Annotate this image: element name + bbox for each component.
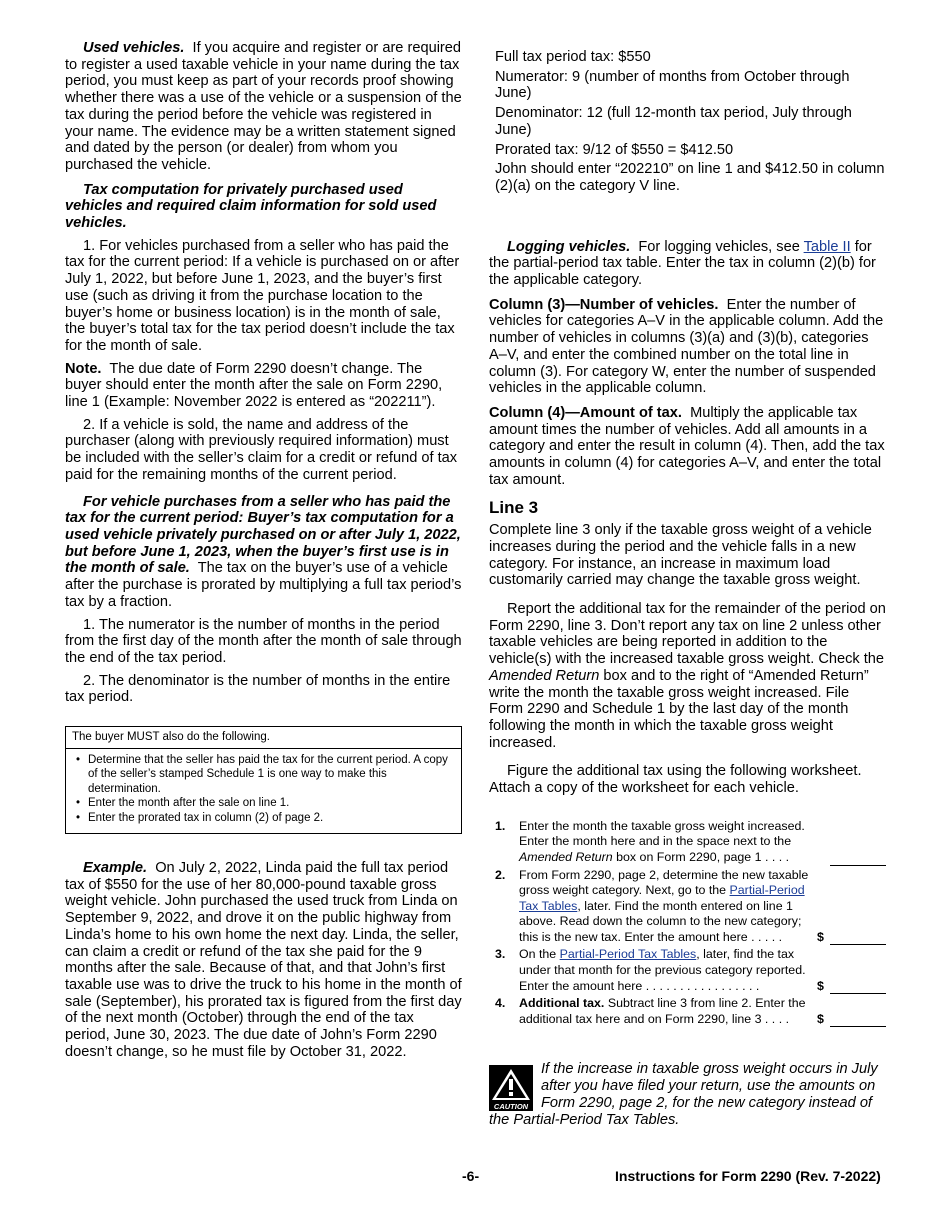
line3-heading: Line 3 <box>489 498 539 518</box>
worksheet-line-number: 3. <box>495 947 506 962</box>
buyer-requirements-box <box>65 726 462 834</box>
column3-heading: Column (3)—Number of vehicles. <box>489 296 719 313</box>
table-ii-link[interactable]: Table II <box>803 238 851 255</box>
worksheet-entry-line[interactable] <box>830 976 886 994</box>
bullet-icon: • <box>76 753 81 766</box>
worksheet-row-3 <box>489 947 886 994</box>
calc-line: John should enter “202210” on line 1 and $412.50 in column (2)(a) on the category V line. <box>495 161 885 194</box>
worksheet-entry-line[interactable] <box>830 848 886 866</box>
right-column <box>489 49 886 1128</box>
line3-paragraph-1: Complete line 3 only if the taxable gross weight of a vehicle increases during the period and the vehicle falls in a new category. For instance, an increase in maximum load customarily carried may change the taxable gross weight. <box>489 522 872 589</box>
amended-return-italic: Amended Return <box>489 667 600 684</box>
leader-dots: . . . . . . . . . . . . . . . . . <box>645 978 760 993</box>
line3-paragraph-3: Figure the additional tax using the following worksheet. Attach a copy of the worksheet for each vehicle. <box>489 763 862 797</box>
worksheet-row-4 <box>489 996 886 1027</box>
caution-note <box>489 1061 886 1128</box>
worksheet-amount-2 <box>809 868 886 946</box>
purchase-item-1: 1. For vehicles purchased from a seller who has paid the tax for the current period: If a vehicle is purchased on or after July 1, 2022, but before June 1, 2023, and the buyer’s first use (such as driving it from the purchase location to the buyer’s home or business location) is in the month of sale, the buyer’s total tax for the tax period doesn’t include the tax for the month of sale. <box>65 237 460 354</box>
document-title: Instructions for Form 2290 (Rev. 7-2022) <box>615 1168 881 1184</box>
dollar-sign: $ <box>817 929 824 944</box>
ws3-text-b: , later, find the tax under that month for the previous category reported. Enter the amount here <box>519 947 806 993</box>
worksheet-line-number: 1. <box>495 818 506 833</box>
calc-line: Prorated tax: 9/12 of $550 = $412.50 <box>495 141 734 158</box>
ws4-text: Subtract line 3 from line 2. Enter the additional tax here and on Form 2290, line 3 <box>519 996 806 1026</box>
logging-heading: Logging vehicles. <box>507 238 631 255</box>
column4-heading: Column (4)—Amount of tax. <box>489 404 682 421</box>
ws2-text-b: , later. Find the month entered on line 1 above. Read down the column to the new category; this is the new tax. Enter the amount here <box>519 898 802 944</box>
calc-line: Denominator: 12 (full 12-month tax period, July through June) <box>495 105 852 138</box>
purchases-text: The tax on the buyer’s use of a vehicle after the purchase is prorated by multiplying a full tax period’s tax by a fraction. <box>65 560 462 610</box>
ws1-italic: Amended Return <box>519 849 613 864</box>
note-text: The due date of Form 2290 doesn’t change. The buyer should enter the month after the sale on Form 2290, line 1 (Example: November 2022 is entered as “202211”). <box>65 360 443 411</box>
partial-period-tax-tables-link[interactable]: Partial-Period Tax Tables <box>559 947 697 962</box>
note-paragraph <box>65 361 462 411</box>
worksheet-amount-3 <box>809 947 886 994</box>
caution-icon <box>489 1065 533 1111</box>
worksheet-amount-4 <box>809 996 886 1027</box>
worksheet-line-text <box>519 819 809 866</box>
buyer-box-item-text: Enter the month after the sale on line 1. <box>88 797 290 810</box>
worksheet-line-text <box>519 868 809 946</box>
leader-dots: . . . . <box>764 1011 790 1026</box>
logging-paragraph <box>489 239 886 289</box>
caution-text: If the increase in taxable gross weight occurs in July after you have filed your return, use the amounts on Form 2290, page 2, for the new category instead of the Partial-Period Tax Tables. <box>489 1061 878 1128</box>
worksheet-row-1 <box>489 819 886 866</box>
used-vehicles-heading: Used vehicles. <box>83 40 185 56</box>
bullet-icon: • <box>76 811 81 824</box>
buyer-box-item <box>72 811 455 826</box>
used-vehicles-text: If you acquire and register or are required to register a used taxable vehicle in your name during the tax period, you must keep as part of your records proof showing whether there was a use of the vehicle or a suspension of the tax during the period before the vehicle was registered in your name. The evidence may be a written statement signed and dated by the person (or dealer) from whom you purchased the vehicle. <box>65 40 462 173</box>
line3-p2-text-a: Report the additional tax for the remainder of the period on Form 2290, line 3. Don’t report any tax on line 2 unless other taxable vehicles are being reported in addition to the vehicle(s) with the increased taxable gross weight. Check the <box>489 600 886 668</box>
ws1-text-a: Enter the month the taxable gross weight increased. Enter the month here and in the space next to the <box>519 818 805 849</box>
example-label: Example. <box>83 860 148 877</box>
used-vehicles-paragraph <box>65 40 462 174</box>
calculation-list <box>495 49 886 195</box>
line3-p2-text-b: box and to the right of “Amended Return” write the month the taxable gross weight increased. File Form 2290 and Schedule 1 by the last day of the month following the month in which the taxable gross weight increased. <box>489 667 869 751</box>
dollar-sign: $ <box>817 1011 824 1026</box>
calc-line: Full tax period tax: $550 <box>495 49 651 65</box>
line3-paragraph-2 <box>489 601 886 751</box>
partial-period-tax-tables-link[interactable]: Partial-Period Tax Tables <box>519 883 805 913</box>
column3-text: Enter the number of vehicles for categories A–V in the applicable column. Add the number of vehicles in columns (3)(a) and (3)(b), categories A–V, and enter the combined number on the total line in column (3). For category W, enter the number of suspended vehicles in the applicable column. <box>489 296 884 397</box>
ws2-text-a: From Form 2290, page 2, determine the new taxable gross weight category. Next, go to the <box>519 867 809 898</box>
purchases-heading: For vehicle purchases from a seller who has paid the tax for the current period: Buyer’s tax computation for a used vehicle privately purchased on or after July 1, 2022, but before June 1, 2023, when the buyer’s first use is in the month of sale. <box>65 493 461 577</box>
numerator-item: 1. The numerator is the number of months in the period from the first day of the month after the month of sale through the end of the tax period. <box>65 616 462 666</box>
purchases-paragraph <box>65 494 462 611</box>
logging-text-post: for the partial-period tax table. Enter the tax in column (2)(b) for the applicable category. <box>489 238 876 289</box>
buyer-box-item-text: Determine that the seller has paid the tax for the current period. A copy of the seller’s stamped Schedule 1 is one way to make this determination. <box>88 753 448 795</box>
caution-icon-label: CAUTION <box>493 1102 529 1112</box>
worksheet <box>489 819 886 1028</box>
left-column <box>65 40 462 1066</box>
example-paragraph <box>65 860 462 1060</box>
example-text: On July 2, 2022, Linda paid the full tax period tax of $550 for the use of her 80,000-pound taxable gross weight vehicle. John purchased the used truck from Linda on September 9, 2022, and drove it on the public highway from Linda’s home to his own home the next day. Linda, the seller, can claim a credit or refund of the tax she paid for the 9 months after the sale. Because of that, and that John’s first taxable use was to drive the truck to his home in the month of sale (September), his prorated tax is figured from the first day of the next month (October) through the end of the tax period, June 30, 2023. The due date of John’s Form 2290 doesn’t change, so he must file by October 31, 2022. <box>65 860 462 1060</box>
worksheet-line-number: 4. <box>495 996 506 1011</box>
column4-text: Multiply the applicable tax amount times the number of vehicles. Add all amounts in a category and enter the result in column (4). Then, add the tax amounts in column (4) for categories A–V, and enter the total tax amount. <box>489 404 885 488</box>
worksheet-entry-line[interactable] <box>830 927 886 945</box>
tax-computation-heading: Tax computation for privately purchased used vehicles and required claim information for sold used vehicles. <box>65 181 437 232</box>
page-number: -6- <box>462 1168 480 1184</box>
column4-paragraph <box>489 405 886 489</box>
note-label: Note. <box>65 360 102 377</box>
worksheet-row-2 <box>489 868 886 946</box>
buyer-box-item-text: Enter the prorated tax in column (2) of page 2. <box>88 811 324 824</box>
additional-tax-label: Additional tax. <box>519 996 605 1011</box>
calc-line: Numerator: 9 (number of months from October through June) <box>495 68 850 102</box>
buyer-box-heading: The buyer MUST also do the following. <box>66 727 461 749</box>
worksheet-line-number: 2. <box>495 867 506 882</box>
worksheet-line-text <box>519 996 809 1027</box>
worksheet-line-text <box>519 947 809 994</box>
worksheet-entry-line[interactable] <box>830 1009 886 1027</box>
ws1-text-b: box on Form 2290, page 1 <box>616 849 762 864</box>
bullet-icon: • <box>76 797 81 810</box>
leader-dots: . . . . . <box>751 929 783 944</box>
logging-text-pre: For logging vehicles, see <box>638 238 800 255</box>
buyer-box-item <box>72 753 455 797</box>
purchase-item-2: 2. If a vehicle is sold, the name and address of the purchaser (along with previously required information) must be included with the seller’s claim for a credit or refund of tax paid for the remaining months of the current period. <box>65 416 458 483</box>
buyer-box-item <box>72 796 455 811</box>
ws3-text-a: On the <box>519 947 557 962</box>
leader-dots: . . . . <box>764 849 790 864</box>
buyer-box-list <box>66 749 461 834</box>
dollar-sign: $ <box>817 978 824 993</box>
denominator-item: 2. The denominator is the number of months in the entire tax period. <box>65 672 451 706</box>
column3-paragraph <box>489 297 886 397</box>
worksheet-amount-1 <box>809 819 886 866</box>
